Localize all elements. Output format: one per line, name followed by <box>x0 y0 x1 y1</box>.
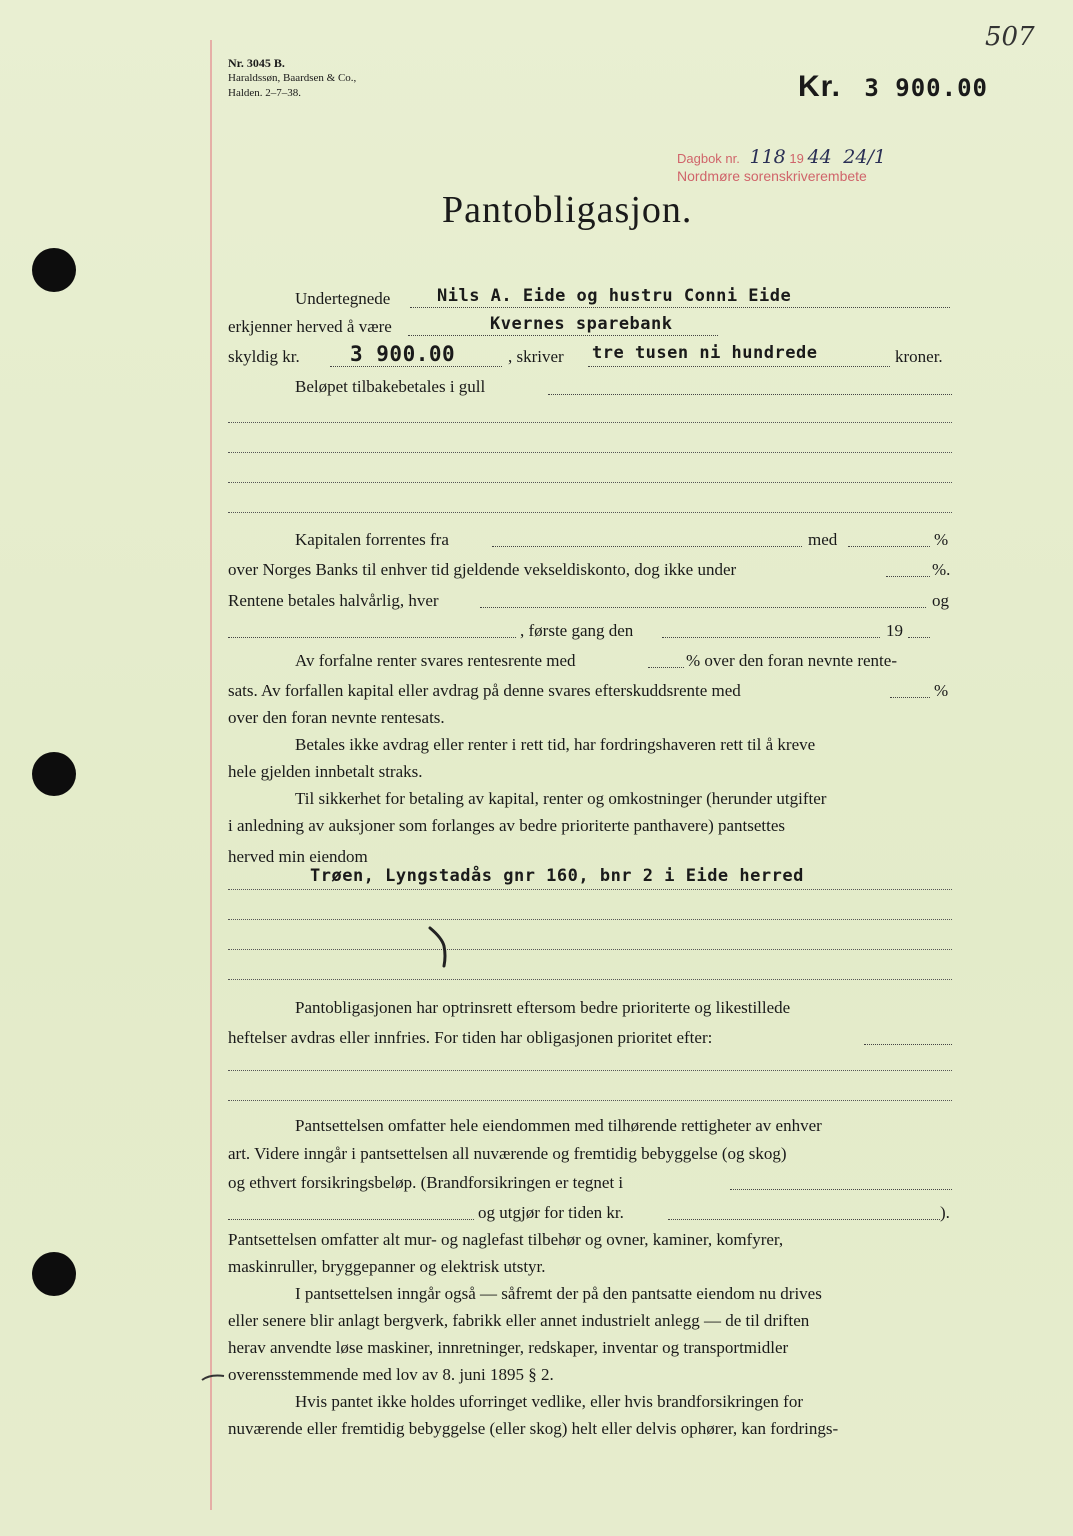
text-fragment: over Norges Banks til enhver tid gjeldende vekseldiskonto, dog ikke under <box>228 560 737 579</box>
text-fragment: heftelser avdras eller innfries. For tiden har obligasjonen prioritet efter: <box>228 1028 713 1047</box>
text-fragment: Betales ikke avdrag eller renter i rett tid, har fordringshaveren rett til å kreve <box>295 735 816 754</box>
fill-line <box>228 979 952 980</box>
skriver-value: tre tusen ni hundrede <box>592 343 818 363</box>
text-fragment: , første gang den <box>520 621 634 640</box>
text-fragment: Kapitalen forrentes fra <box>295 530 449 549</box>
text-fragment: Til sikkerhet for betaling av kapital, renter og omkostninger (herunder utgifter <box>295 789 827 808</box>
kr-amount: 3 900.00 <box>864 74 988 102</box>
kap-line-1 <box>295 529 449 551</box>
text-fragment: og utgjør for tiden kr. <box>478 1203 624 1222</box>
fill-line <box>228 919 952 920</box>
erkjenner-label: erkjenner herved å være <box>228 317 392 336</box>
fill-line <box>662 637 880 638</box>
text-fragment: Pantsettelsen omfatter alt mur- og naglefast tilbehør og ovner, kaminer, komfyrer, <box>228 1230 784 1249</box>
text-fragment: over den foran nevnte rentesats. <box>228 708 445 727</box>
text-fragment: eller senere blir anlagt bergverk, fabrikk eller annet industrielt anlegg — de til driften <box>228 1311 810 1330</box>
skriver-label: , skriver <box>508 347 564 366</box>
text-fragment: og <box>932 591 949 610</box>
property-value: Trøen, Lyngstadås gnr 160, bnr 2 i Eide herred <box>310 866 804 886</box>
stamp-office: Nordmøre sorenskriverembete <box>677 168 867 184</box>
text-fragment: I pantsettelsen inngår også — såfremt der på den pantsatte eiendom nu drives <box>295 1284 822 1303</box>
stamp-year-label: 19 <box>789 151 804 166</box>
printer-place: Halden. 2–7–38. <box>228 87 302 99</box>
text-fragment: Pantsettelsen omfatter hele eiendommen med tilhørende rettigheter av enhver <box>295 1116 822 1135</box>
belopet-label: Beløpet tilbakebetales i gull <box>295 377 486 396</box>
fill-line <box>228 1219 474 1220</box>
undertegnede-value: Nils A. Eide og hustru Conni Eide <box>437 286 792 306</box>
text-fragment: nuværende eller fremtidig bebyggelse (eller skog) helt eller delvis ophører, kan fordrings- <box>228 1419 839 1438</box>
stamp-date: 24/1 <box>843 146 886 168</box>
fill-line <box>730 1189 952 1190</box>
fill-line <box>848 546 930 547</box>
skyldig-value: 3 900.00 <box>350 342 456 366</box>
kr-label: Kr. <box>798 70 842 103</box>
page-number: 507 <box>985 22 1035 52</box>
fill-line <box>228 889 952 890</box>
punch-hole <box>32 752 76 796</box>
text-fragment: %. <box>932 560 951 579</box>
text-fragment: Av forfalne renter svares rentesrente med <box>295 651 576 670</box>
fill-line <box>228 482 952 483</box>
text-fragment: % over den foran nevnte rente- <box>686 651 897 670</box>
printer-name: Haraldssøn, Baardsen & Co., <box>228 72 357 84</box>
fill-line <box>228 637 516 638</box>
undertegnede-label: Undertegnede <box>295 289 391 308</box>
text-fragment: art. Videre inngår i pantsettelsen all nuværende og fremtidig bebyggelse (og skog) <box>228 1144 787 1163</box>
fill-line <box>668 1219 940 1220</box>
text-fragment: Rentene betales halvårlig, hver <box>228 591 439 610</box>
fill-line <box>228 1100 952 1101</box>
fill-line <box>886 576 930 577</box>
text-fragment: i anledning av auksjoner som forlanges av bedre prioriterte panthavere) pantsettes <box>228 816 786 835</box>
stamp-year: 44 <box>807 146 832 168</box>
text-fragment: og ethvert forsikringsbeløp. (Brandforsikringen er tegnet i <box>228 1173 624 1192</box>
punch-hole <box>32 1252 76 1296</box>
text-fragment: maskinruller, bryggepanner og elektrisk utstyr. <box>228 1257 546 1276</box>
text-fragment: % <box>934 530 949 549</box>
fill-line <box>864 1044 952 1045</box>
margin-arrow-mark <box>200 1368 228 1386</box>
margin-rule <box>210 40 212 1510</box>
fill-line <box>228 949 952 950</box>
fill-line <box>228 422 952 423</box>
fill-line <box>228 512 952 513</box>
text-fragment: med <box>808 530 838 549</box>
text-fragment: 19 <box>886 621 903 640</box>
printer-number: Nr. 3045 B. <box>228 56 285 70</box>
printer-imprint <box>228 56 356 101</box>
text-fragment: Pantobligasjonen har optrinsrett eftersom bedre prioriterte og likestillede <box>295 998 791 1017</box>
handwritten-mark <box>424 922 458 972</box>
text-fragment: herav anvendte løse maskiner, innretninger, redskaper, inventar og transportmidler <box>228 1338 789 1357</box>
journal-stamp <box>677 146 886 168</box>
text-fragment: herved min eiendom <box>228 847 368 866</box>
amount-header <box>798 70 988 104</box>
document-title: Pantobligasjon. <box>442 189 693 231</box>
stamp-journal-number: 118 <box>749 146 786 168</box>
fill-line <box>492 546 802 547</box>
fill-line <box>410 307 950 308</box>
text-fragment: hele gjelden innbetalt straks. <box>228 762 423 781</box>
erkjenner-value: Kvernes sparebank <box>490 314 673 334</box>
fill-line <box>548 394 952 395</box>
skyldig-label: skyldig kr. <box>228 347 300 366</box>
punch-hole <box>32 248 76 292</box>
fill-line <box>228 1070 952 1071</box>
fill-line <box>330 366 502 367</box>
fill-line <box>480 607 926 608</box>
text-fragment: % <box>934 681 949 700</box>
text-fragment: ). <box>940 1203 950 1222</box>
text-fragment: sats. Av forfallen kapital eller avdrag på denne svares efterskuddsrente med <box>228 681 741 700</box>
fill-line <box>588 366 890 367</box>
fill-line <box>890 697 930 698</box>
text-fragment: Hvis pantet ikke holdes uforringet vedlike, eller hvis brandforsikringen for <box>295 1392 803 1411</box>
fill-line <box>908 637 930 638</box>
stamp-label: Dagbok nr. <box>677 151 740 166</box>
text-fragment: overensstemmende med lov av 8. juni 1895 § 2. <box>228 1365 554 1384</box>
fill-line <box>228 452 952 453</box>
fill-line <box>408 335 718 336</box>
fill-line <box>648 667 684 668</box>
kroner-label: kroner. <box>895 347 943 366</box>
